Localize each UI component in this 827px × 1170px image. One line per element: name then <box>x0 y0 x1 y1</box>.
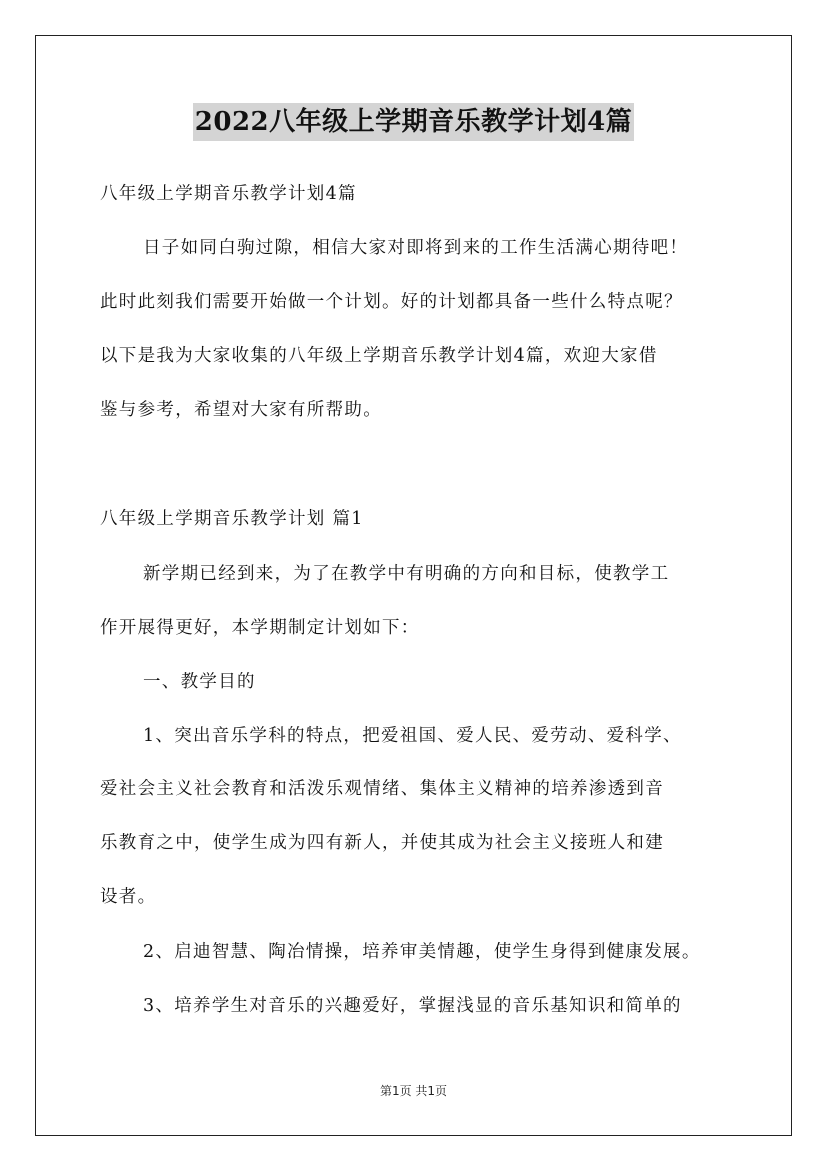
intro-line: 鉴与参考，希望对大家有所帮助。 <box>100 400 382 420</box>
intro-line: 以下是我为大家收集的八年级上学期音乐教学计划4篇，欢迎大家借 <box>100 346 658 366</box>
body-line: 1、突出音乐学科的特点，把爱祖国、爱人民、爱劳动、爱科学、 <box>143 726 682 746</box>
intro-line: 此时此刻我们需要开始做一个计划。好的计划都具备一些什么特点呢？ <box>100 292 683 312</box>
document-subtitle: 八年级上学期音乐教学计划4篇 <box>100 184 357 204</box>
body-line: 2、启迪智慧、陶冶情操，培养审美情趣，使学生身得到健康发展。 <box>143 942 701 962</box>
page-footer: 第1页 共1页 <box>379 1084 448 1098</box>
section-heading: 八年级上学期音乐教学计划 篇1 <box>100 509 364 529</box>
body-line: 3、培养学生对音乐的兴趣爱好，掌握浅显的音乐基知识和简单的 <box>143 996 682 1016</box>
document-title: 2022八年级上学期音乐教学计划4篇 <box>193 103 634 141</box>
title-container <box>0 103 827 141</box>
body-line: 作开展得更好，本学期制定计划如下： <box>100 618 420 638</box>
body-line: 一、教学目的 <box>143 672 256 692</box>
intro-line: 日子如同白驹过隙，相信大家对即将到来的工作生活满心期待吧！ <box>143 238 689 258</box>
body-line: 乐教育之中，使学生成为四有新人，并使其成为社会主义接班人和建 <box>100 833 664 853</box>
body-line: 设者。 <box>100 887 157 907</box>
body-line: 新学期已经到来，为了在教学中有明确的方向和目标，使教学工 <box>143 564 670 584</box>
body-line: 爱社会主义社会教育和活泼乐观情绪、集体主义精神的培养渗透到音 <box>100 779 664 799</box>
